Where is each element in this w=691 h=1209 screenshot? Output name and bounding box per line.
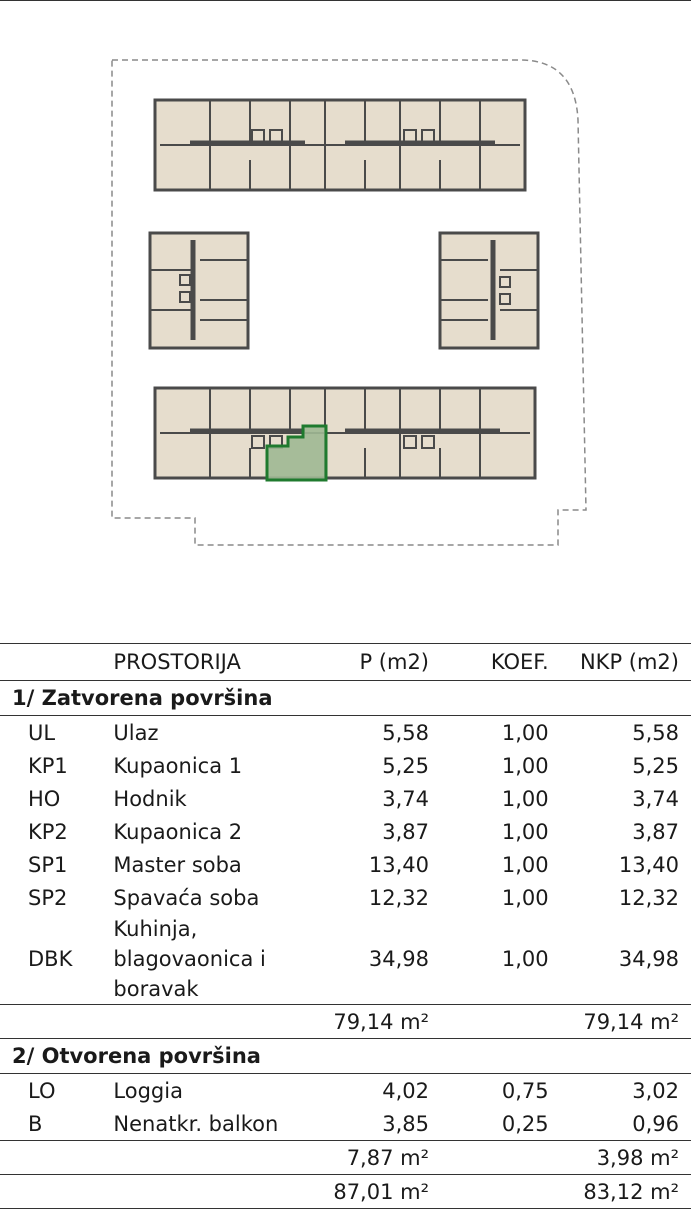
room-area: 34,98 (368, 947, 429, 971)
room-name-line: Kuhinja, (113, 917, 198, 941)
section2-total-net: 3,98 m² (549, 1141, 691, 1175)
room-net: 3,87 (632, 819, 679, 844)
room-net: 12,32 (618, 885, 679, 910)
grand-total-row (0, 1175, 691, 1209)
header-area: P (m2) (321, 644, 429, 681)
grand-total-net: 83,12 m² (549, 1175, 691, 1209)
section1-title: 1/ Zatvorena površina (0, 681, 691, 716)
table-row (0, 881, 691, 914)
section1-total-area: 79,14 m² (321, 1005, 429, 1039)
section2-total-area: 7,87 m² (321, 1141, 429, 1175)
room-coef: 1,00 (501, 819, 549, 844)
room-code: UL (28, 720, 56, 745)
table-row (0, 848, 691, 881)
room-area: 13,40 (368, 852, 429, 877)
room-code: SP2 (28, 885, 68, 910)
room-coef: 0,25 (501, 1111, 549, 1136)
room-code: KP1 (28, 753, 68, 778)
room-coef: 1,00 (501, 947, 549, 971)
table-row (0, 782, 691, 815)
room-area: 5,58 (382, 720, 429, 745)
room-name: Loggia (113, 1078, 183, 1103)
room-name: Hodnik (113, 786, 187, 811)
room-area: 3,87 (382, 819, 429, 844)
room-net: 13,40 (618, 852, 679, 877)
room-area-table (0, 643, 691, 1209)
room-name: Ulaz (113, 720, 159, 745)
room-name: Master soba (113, 852, 242, 877)
room-code: SP1 (28, 852, 68, 877)
room-name: Kupaonica 2 (113, 819, 243, 844)
room-name: Nenatkr. balkon (113, 1111, 279, 1136)
header-net: NKP (m2) (549, 644, 691, 681)
room-code: HO (28, 786, 61, 811)
room-coef: 1,00 (501, 885, 549, 910)
room-coef: 0,75 (501, 1078, 549, 1103)
room-name: Kupaonica 1 (113, 753, 243, 778)
room-area: 5,25 (382, 753, 429, 778)
table-row (0, 815, 691, 848)
room-name-line: blagovaonica i (113, 947, 266, 971)
room-area: 3,85 (382, 1111, 429, 1136)
room-net: 3,74 (632, 786, 679, 811)
room-name: Spavaća soba (113, 885, 260, 910)
section-title-row (0, 1039, 691, 1074)
table-row (0, 716, 691, 750)
grand-total-area: 87,01 m² (321, 1175, 429, 1209)
room-net: 3,02 (632, 1078, 679, 1103)
table-header-row (0, 644, 691, 681)
room-code: KP2 (28, 819, 68, 844)
building-bottom (155, 388, 535, 478)
section1-total-row (0, 1005, 691, 1039)
table-row (0, 914, 691, 1005)
room-code: DBK (28, 947, 73, 971)
room-name (113, 914, 320, 1005)
header-coef: KOEF. (429, 644, 549, 681)
room-coef: 1,00 (501, 852, 549, 877)
site-floor-plan (0, 0, 691, 600)
section2-title: 2/ Otvorena površina (0, 1039, 691, 1074)
room-net: 0,96 (632, 1111, 679, 1136)
table-row (0, 1107, 691, 1141)
room-code: LO (28, 1078, 56, 1103)
section-title-row (0, 681, 691, 716)
room-net: 5,58 (632, 720, 679, 745)
table-row (0, 749, 691, 782)
room-coef: 1,00 (501, 786, 549, 811)
room-coef: 1,00 (501, 720, 549, 745)
room-name-line: boravak (113, 977, 199, 1001)
header-name: PROSTORIJA (113, 644, 320, 681)
room-area: 3,74 (382, 786, 429, 811)
room-net: 34,98 (618, 947, 679, 971)
section1-total-net: 79,14 m² (549, 1005, 691, 1039)
building-top (155, 100, 525, 190)
section2-total-row (0, 1141, 691, 1175)
room-code: B (28, 1111, 43, 1136)
room-net: 5,25 (632, 753, 679, 778)
table-row (0, 1074, 691, 1108)
building-right (440, 233, 538, 348)
room-coef: 1,00 (501, 753, 549, 778)
room-area: 12,32 (368, 885, 429, 910)
room-area: 4,02 (382, 1078, 429, 1103)
building-left (150, 233, 248, 348)
